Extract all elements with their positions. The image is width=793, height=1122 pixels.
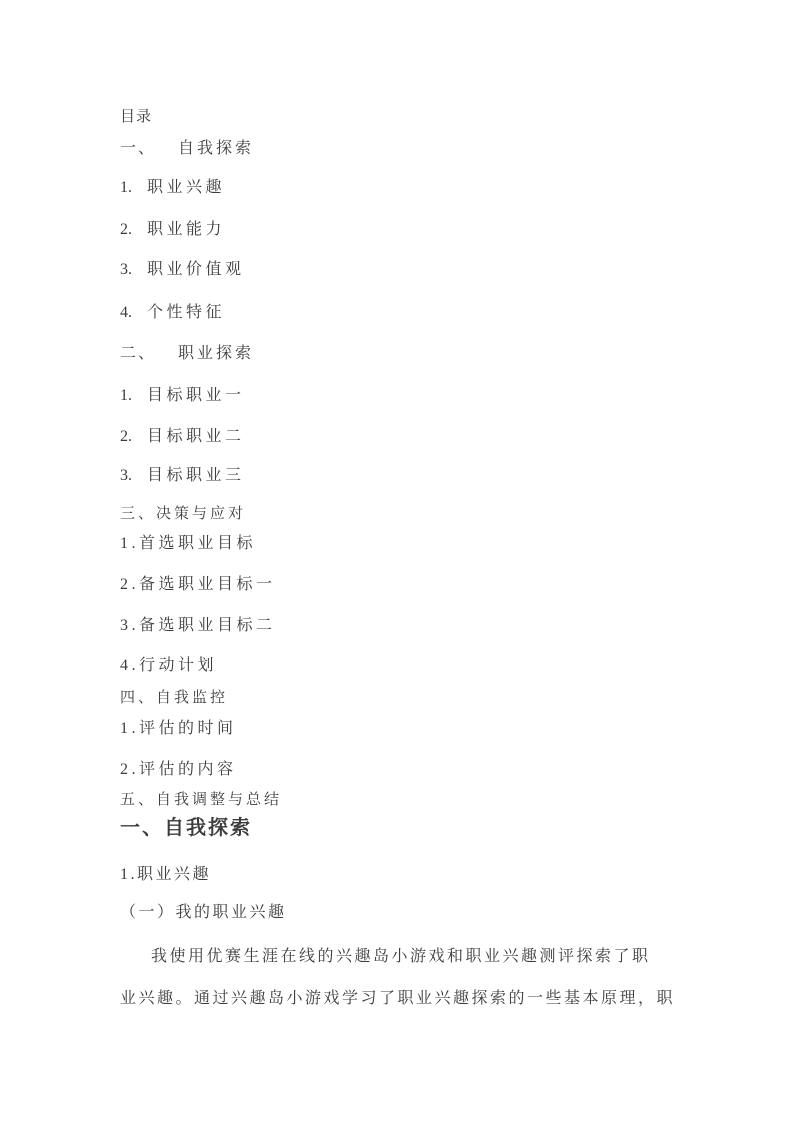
toc-entry-item — [120, 302, 225, 324]
toc-title: 目录 — [120, 109, 153, 125]
toc-entry-label: 目标职业二 — [147, 428, 245, 445]
toc-entry-item: 2.评估的内容 — [120, 761, 237, 778]
toc-entry-section-4: 四、自我监控 — [120, 690, 229, 706]
subsubsection-heading: （一）我的职业兴趣 — [120, 904, 287, 921]
toc-entry-label: 目标职业三 — [147, 467, 245, 484]
toc-entry-number: 二、 — [120, 345, 157, 362]
toc-entry-label: 个性特征 — [147, 304, 226, 321]
toc-entry-label: 职业价值观 — [147, 261, 245, 278]
toc-entry-item: 3.备选职业目标二 — [120, 617, 276, 634]
toc-entry-number: 3. — [120, 467, 132, 484]
toc-entry-section-5: 五、自我调整与总结 — [120, 792, 283, 808]
paragraph-line: 我使用优赛生涯在线的兴趣岛小游戏和职业兴趣测评探索了职 — [151, 948, 651, 965]
toc-entry-number: 1. — [120, 179, 132, 196]
toc-entry-item — [120, 385, 245, 407]
toc-entry-label: 职业能力 — [147, 221, 226, 238]
toc-entry-item: 4.行动计划 — [120, 657, 218, 674]
toc-entry-section-3: 三、决策与应对 — [120, 506, 247, 522]
section-heading: 一、自我探索 — [120, 817, 252, 839]
toc-entry-item — [120, 219, 225, 241]
paragraph-line: 业兴趣。通过兴趣岛小游戏学习了职业兴趣探索的一些基本原理，职 — [120, 990, 676, 1007]
toc-entry-item: 1.首选职业目标 — [120, 535, 257, 552]
toc-entry-number: 4. — [120, 304, 132, 321]
toc-entry-item — [120, 177, 225, 199]
toc-entry-item: 1.评估的时间 — [120, 720, 237, 737]
toc-entry-number: 3. — [120, 261, 132, 278]
toc-entry-number: 2. — [120, 221, 132, 238]
toc-entry-label: 职业兴趣 — [147, 179, 226, 196]
toc-entry-item — [120, 426, 245, 448]
toc-entry-section-2 — [120, 343, 254, 365]
toc-entry-number: 2. — [120, 428, 132, 445]
toc-entry-item: 2.备选职业目标一 — [120, 576, 276, 593]
toc-entry-item — [120, 465, 245, 487]
toc-entry-item — [120, 259, 245, 281]
toc-entry-label: 自我探索 — [178, 140, 255, 157]
toc-entry-number: 1. — [120, 387, 132, 404]
subsection-heading: 1.职业兴趣 — [120, 866, 212, 883]
toc-entry-label: 职业探索 — [178, 345, 255, 362]
toc-entry-number: 一、 — [120, 140, 157, 157]
toc-entry-label: 目标职业一 — [147, 387, 245, 404]
toc-entry-section-1 — [120, 138, 254, 160]
